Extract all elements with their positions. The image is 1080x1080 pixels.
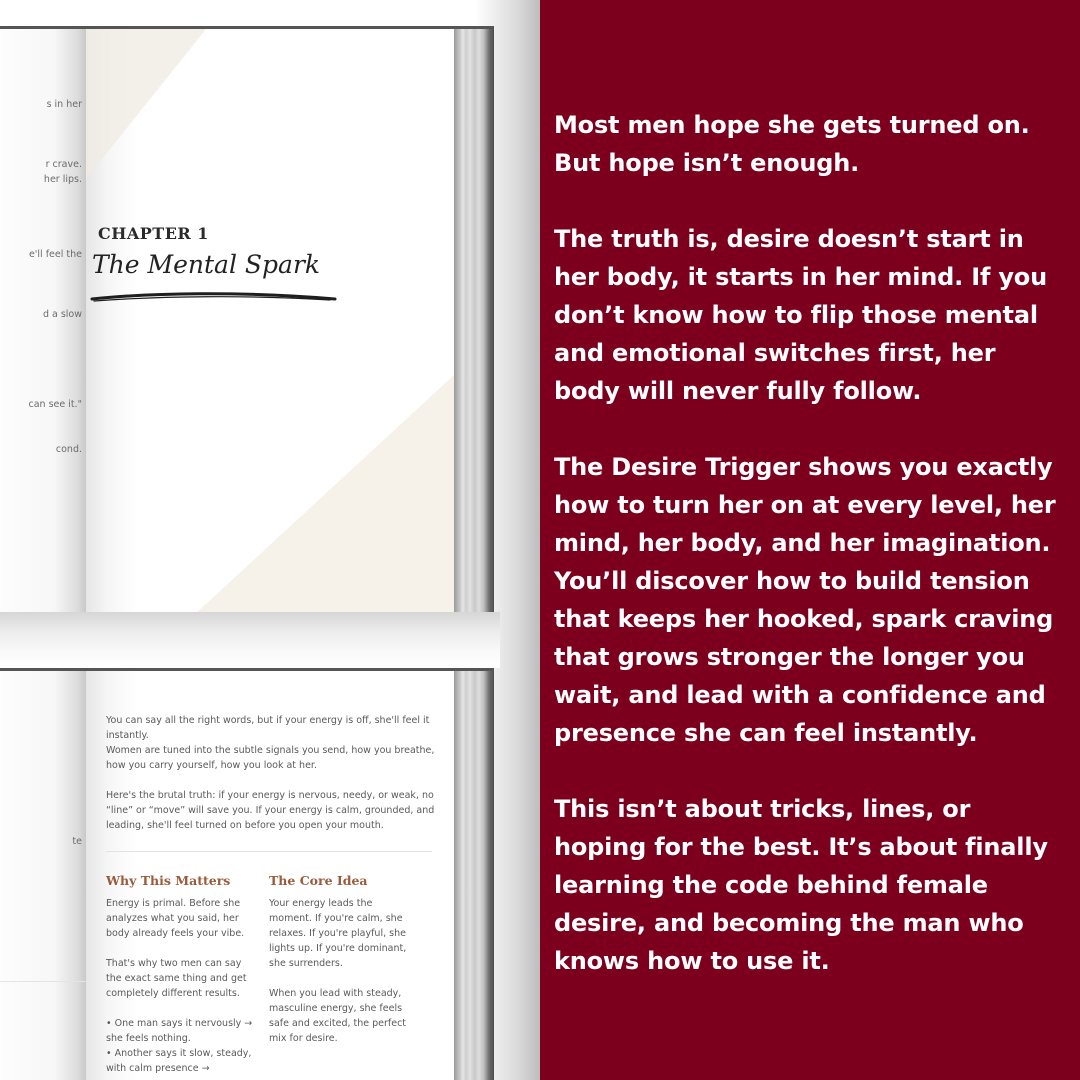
text-fragment: can see it." (28, 399, 82, 410)
text-fragment: cond. (55, 444, 82, 455)
book-right-page (86, 671, 454, 1080)
book-shadow (0, 612, 500, 668)
book-chapter-spread (0, 26, 494, 618)
book-left-page (0, 29, 86, 615)
copy-paragraph: Most men hope she gets turned on. But hope isn’t enough. (554, 111, 1030, 177)
intro-paragraph: You can say all the right words, but if your energy is off, she'll feel it instantly. (106, 715, 430, 741)
intro-paragraph: Here's the brutal truth: if your energy is nervous, needy, or weak, no “line” or “move” will save you. If your energy is calm, grounded, and leading, she'll feel turned on before you open your mouth. (106, 790, 435, 831)
copy-panel (540, 0, 1080, 1080)
book-content-spread (0, 668, 494, 1080)
book-page-edges (454, 29, 494, 615)
core-paragraph: When you lead with steady, masculine energy, she feels safe and excited, the perfect mix for desire. (269, 988, 407, 1044)
decor-triangle (86, 29, 206, 179)
chapter-title: The Mental Spark (92, 250, 321, 279)
copy-paragraph: The truth is, desire doesn’t start in her body, it starts in her mind. If you don’t know how to flip those mental and emotional switches first, her body will never fully follow. (554, 225, 1047, 405)
copy-paragraph: The Desire Trigger shows you exactly how to turn her on at every level, her mind, her body, and her imagination. You’ll discover how to build tension that keeps her hooked, spark craving that grows stronger the longer you wait, and lead with a confidence and presence she can feel instantly. (554, 453, 1056, 747)
book-left-page (0, 671, 86, 1080)
text-fragment: te (72, 836, 82, 847)
intro-paragraph: Women are tuned into the subtle signals you send, how you breathe, how you carry yourself, how you look at her. (106, 745, 435, 771)
text-fragment: r crave. (45, 159, 82, 170)
text-fragment: her lips. (43, 174, 82, 185)
why-paragraph: Energy is primal. Before she analyzes what you said, her body already feels your vibe. (106, 898, 245, 939)
page-divider (0, 981, 86, 982)
decor-triangle (194, 375, 454, 615)
core-heading: The Core Idea (269, 873, 368, 888)
why-bullet: • Another says it slow, steady, with calm presence → (106, 1048, 252, 1074)
why-this-matters-column (106, 873, 256, 1076)
text-fragment: e'll feel the (28, 249, 82, 260)
core-paragraph: Your energy leads the moment. If you're calm, she relaxes. If you're playful, she lights up. If you're dominant, she surrenders. (269, 898, 407, 969)
why-bullet: • One man says it nervously → she feels nothing. (106, 1018, 253, 1044)
core-idea-column (269, 873, 411, 1061)
copy-paragraph: This isn’t about tricks, lines, or hoping for the best. It’s about finally learning the code behind female desire, and becoming the man who knows how to use it. (554, 795, 1048, 975)
brush-underline (90, 289, 340, 309)
text-fragment: d a slow (42, 309, 82, 320)
text-fragment: s in her (46, 99, 82, 110)
why-paragraph: That's why two men can say the exact same thing and get completely different results. (106, 958, 247, 999)
why-heading: Why This Matters (106, 873, 231, 888)
book-right-page (86, 29, 454, 615)
chapter-label: CHAPTER 1 (98, 224, 209, 243)
copy-text (554, 106, 1064, 1018)
book-page-edges (454, 671, 494, 1080)
section-divider (106, 851, 432, 852)
